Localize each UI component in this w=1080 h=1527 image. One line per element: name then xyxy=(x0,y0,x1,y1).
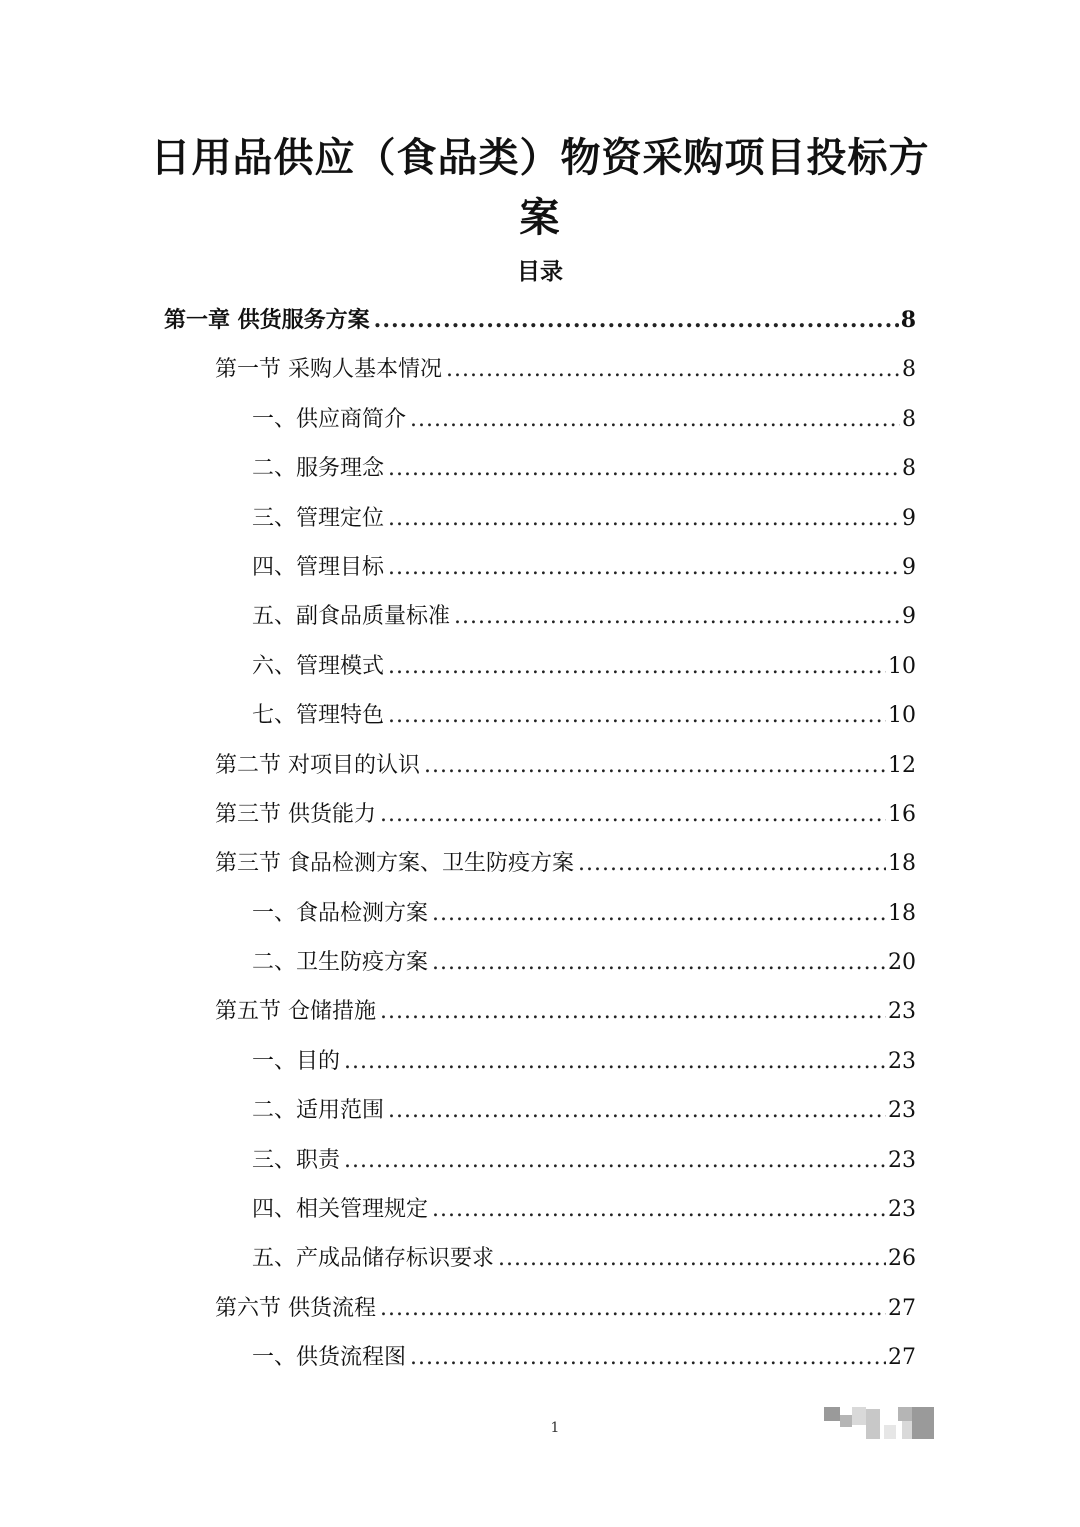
toc-entry[interactable] xyxy=(0,642,1080,691)
toc-entry-page: 10 xyxy=(888,653,916,679)
toc-entry-page: 23 xyxy=(888,1147,916,1173)
toc-entry[interactable] xyxy=(0,987,1080,1036)
toc-entry-label: 五、副食品质量标准 xyxy=(252,604,451,630)
toc-entry-label: 四、管理目标 xyxy=(252,554,385,580)
toc-entry-label: 第一节 采购人基本情况 xyxy=(215,357,442,383)
toc-entry[interactable] xyxy=(0,691,1080,740)
toc-entry-page: 9 xyxy=(902,604,916,630)
toc-entry-label: 第一章 供货服务方案 xyxy=(164,307,370,333)
watermark-block xyxy=(840,1415,852,1427)
toc-dot-leader xyxy=(380,1284,886,1333)
table-of-contents xyxy=(0,296,1080,1383)
toc-entry-label: 一、目的 xyxy=(252,1048,341,1074)
toc-entry-label: 二、卫生防疫方案 xyxy=(252,950,429,976)
toc-dot-leader xyxy=(578,839,886,888)
toc-entry-label: 第五节 仓储措施 xyxy=(215,999,376,1025)
toc-dot-leader xyxy=(498,1234,886,1283)
toc-entry-page: 27 xyxy=(888,1345,916,1371)
toc-entry-label: 一、供应商简介 xyxy=(252,406,407,432)
toc-entry-label: 第六节 供货流程 xyxy=(215,1295,376,1321)
toc-entry-page: 9 xyxy=(902,554,916,580)
toc-entry[interactable] xyxy=(0,1185,1080,1234)
toc-entry-label: 一、食品检测方案 xyxy=(252,900,429,926)
toc-entry-page: 8 xyxy=(902,357,916,383)
toc-entry-label: 五、产成品储存标识要求 xyxy=(252,1246,495,1272)
toc-entry-page: 27 xyxy=(888,1295,916,1321)
toc-dot-leader xyxy=(410,1333,886,1382)
toc-dot-leader xyxy=(388,691,886,740)
toc-dot-leader xyxy=(374,296,899,345)
toc-entry[interactable] xyxy=(0,1234,1080,1283)
toc-entry[interactable] xyxy=(0,1284,1080,1333)
toc-entry-page: 16 xyxy=(888,801,916,827)
toc-entry[interactable] xyxy=(0,543,1080,592)
toc-entry[interactable] xyxy=(0,592,1080,641)
toc-entry-label: 二、适用范围 xyxy=(252,1098,385,1124)
watermark-block xyxy=(866,1409,880,1439)
toc-dot-leader xyxy=(344,1037,886,1086)
toc-entry[interactable] xyxy=(0,494,1080,543)
toc-entry-page: 12 xyxy=(888,752,916,778)
toc-entry-page: 8 xyxy=(900,307,916,333)
toc-entry-page: 20 xyxy=(888,950,916,976)
toc-entry[interactable] xyxy=(0,889,1080,938)
toc-entry[interactable] xyxy=(0,1136,1080,1185)
toc-dot-leader xyxy=(454,592,900,641)
toc-entry-label: 第二节 对项目的认识 xyxy=(215,752,420,778)
watermark-block xyxy=(898,1407,912,1421)
toc-dot-leader xyxy=(446,345,900,394)
toc-entry-page: 18 xyxy=(888,851,916,877)
toc-entry[interactable] xyxy=(0,938,1080,987)
watermark-block xyxy=(852,1407,866,1425)
toc-entry-page: 23 xyxy=(888,999,916,1025)
toc-entry[interactable] xyxy=(0,345,1080,394)
toc-entry-page: 18 xyxy=(888,900,916,926)
toc-dot-leader xyxy=(380,987,886,1036)
toc-entry-page: 23 xyxy=(888,1098,916,1124)
toc-entry-page: 8 xyxy=(902,456,916,482)
toc-entry-page: 23 xyxy=(888,1197,916,1223)
toc-entry-label: 第三节 供货能力 xyxy=(215,801,376,827)
pixelated-logo-icon xyxy=(824,1403,936,1443)
toc-dot-leader xyxy=(344,1136,886,1185)
toc-entry-label: 第三节 食品检测方案、卫生防疫方案 xyxy=(215,851,574,877)
toc-dot-leader xyxy=(380,790,886,839)
toc-dot-leader xyxy=(432,1185,886,1234)
watermark-block xyxy=(884,1425,896,1439)
toc-entry[interactable] xyxy=(0,395,1080,444)
toc-entry[interactable] xyxy=(0,790,1080,839)
watermark-block xyxy=(824,1407,840,1421)
toc-entry[interactable] xyxy=(0,741,1080,790)
toc-entry-page: 23 xyxy=(888,1048,916,1074)
watermark-block xyxy=(912,1407,934,1439)
toc-entry-page: 10 xyxy=(888,703,916,729)
toc-entry-label: 六、管理模式 xyxy=(252,653,385,679)
watermark-block xyxy=(902,1421,912,1439)
toc-dot-leader xyxy=(388,1086,886,1135)
toc-entry[interactable] xyxy=(0,1086,1080,1135)
toc-entry-page: 26 xyxy=(888,1246,916,1272)
toc-entry[interactable] xyxy=(0,1333,1080,1382)
toc-dot-leader xyxy=(410,395,900,444)
toc-entry[interactable] xyxy=(0,839,1080,888)
toc-entry[interactable] xyxy=(0,296,1080,345)
toc-entry[interactable] xyxy=(0,1037,1080,1086)
document-title: 日用品供应（食品类）物资采购项目投标方案 xyxy=(150,135,930,241)
toc-dot-leader xyxy=(388,494,900,543)
toc-dot-leader xyxy=(388,444,900,493)
toc-entry-label: 四、相关管理规定 xyxy=(252,1197,429,1223)
toc-entry-page: 8 xyxy=(902,406,916,432)
toc-entry-label: 一、供货流程图 xyxy=(252,1345,407,1371)
toc-entry-label: 三、职责 xyxy=(252,1147,341,1173)
toc-dot-leader xyxy=(432,889,886,938)
page-number: 1 xyxy=(550,1420,560,1436)
toc-entry[interactable] xyxy=(0,444,1080,493)
toc-entry-label: 二、服务理念 xyxy=(252,456,385,482)
toc-entry-label: 三、管理定位 xyxy=(252,505,385,531)
toc-entry-page: 9 xyxy=(902,505,916,531)
toc-dot-leader xyxy=(388,543,900,592)
toc-entry-label: 七、管理特色 xyxy=(252,703,385,729)
toc-heading: 目录 xyxy=(517,259,563,285)
toc-dot-leader xyxy=(432,938,886,987)
toc-dot-leader xyxy=(388,642,886,691)
toc-dot-leader xyxy=(424,741,886,790)
